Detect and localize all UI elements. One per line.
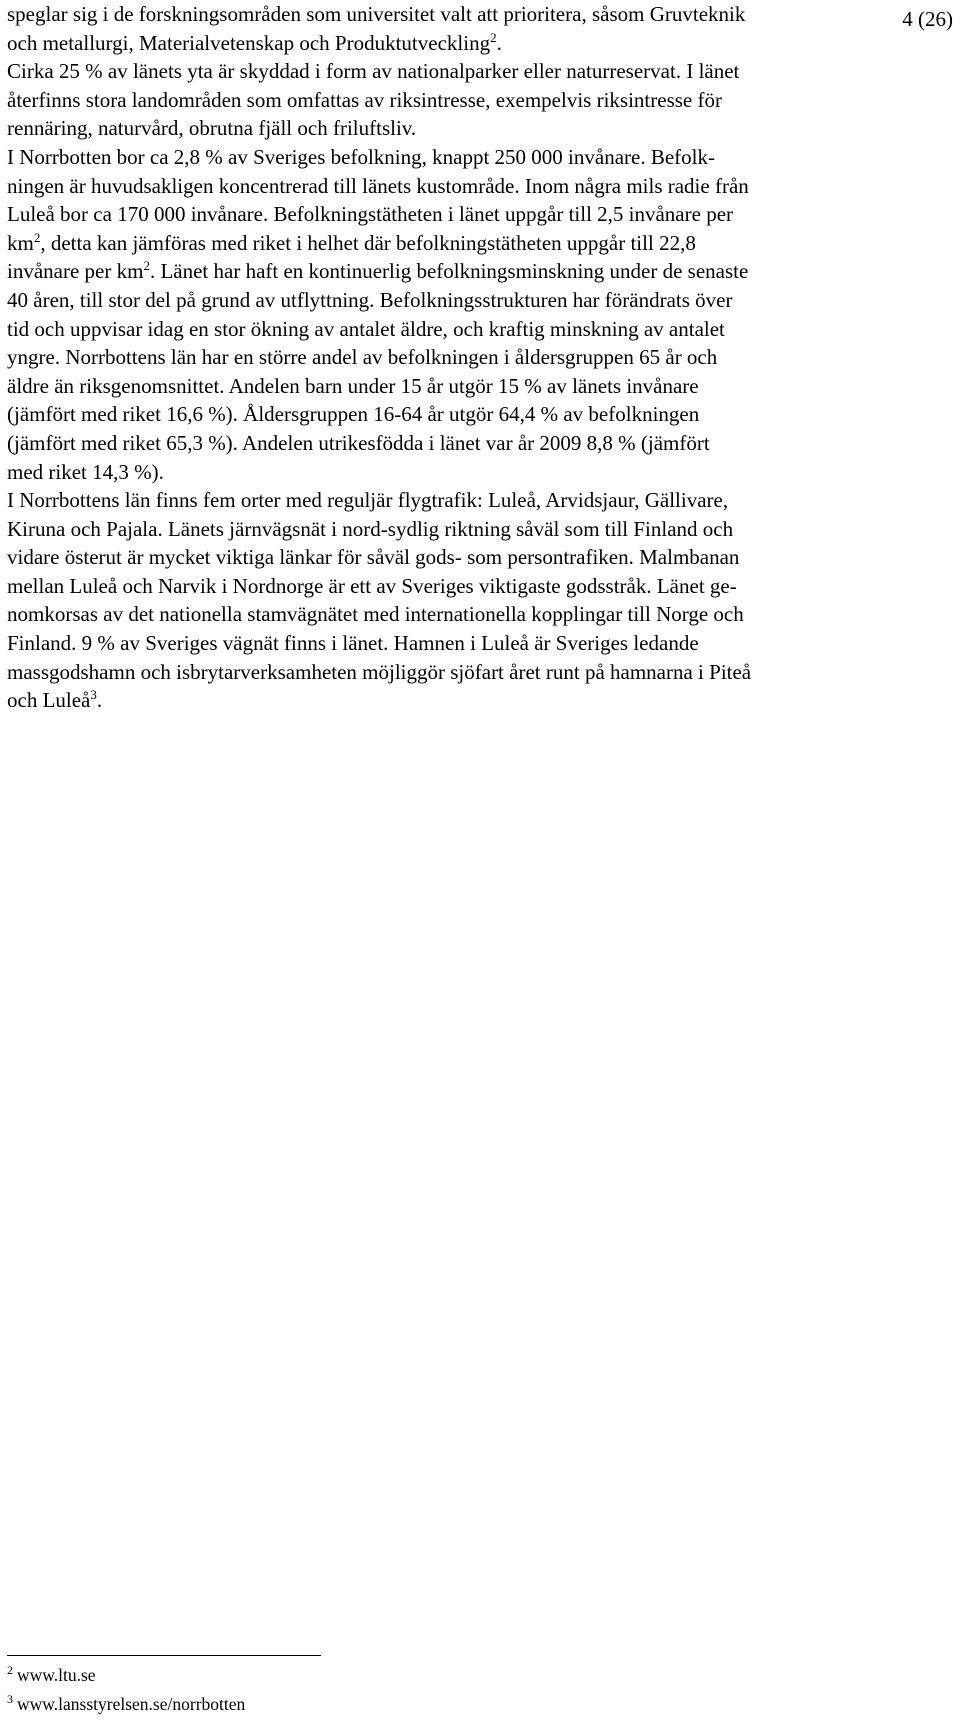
text-line: Cirka 25 % av länets yta är skyddad i form av nationalparker eller naturreservat. I länet <box>7 59 740 84</box>
page-number: 4 (26) <box>902 7 953 31</box>
text-line: Finland. 9 % av Sveriges vägnät finns i länet. Hamnen i Luleå är Sveriges ledande <box>7 631 699 656</box>
text-line: nomkorsas av det nationella stamvägnätet med internationella kopplingar till Norge och <box>7 602 744 627</box>
paragraph-transport <box>7 486 947 715</box>
text-line: invånare per $km^2$. Länet har haft en kontinuerlig befolkningsminskning under de senaste <box>7 258 749 284</box>
exponent: 2 <box>143 258 150 274</box>
text-line: tid och uppvisar idag en stor ökning av antalet äldre, och kraftig minskning av antalet <box>7 316 725 341</box>
footnote-separator <box>7 1655 321 1656</box>
footnote-link[interactable]: www.lansstyrelsen.se/norrbotten <box>17 1694 246 1714</box>
footnote-link[interactable]: www.ltu.se <box>17 1665 96 1685</box>
footnote-reference: 3 <box>90 687 97 703</box>
text-line: $km^2$, detta kan jämföras med riket i helhet där befolkningstätheten uppgår till 22,8 <box>7 229 696 255</box>
text-line: och Luleå$^3$. <box>7 687 103 713</box>
text-line: ningen är huvudsakligen koncentrerad till länets kustområde. Inom några mils radie från <box>7 173 749 198</box>
text-line: rennäring, naturvård, obrutna fjäll och friluftsliv. <box>7 116 417 141</box>
text-line: Luleå bor ca 170 000 invånare. Befolkningstätheten i länet uppgår till 2,5 invånare per <box>7 202 734 227</box>
text-line: Kiruna och Pajala. Länets järnvägsnät i nord-sydlig riktning såväl som till Finland och <box>7 516 734 541</box>
footnote-marker: 3 <box>7 1692 13 1707</box>
text-line: (jämfört med riket 65,3 %). Andelen utrikesfödda i länet var år 2009 8,8 % (jämfört <box>7 430 710 455</box>
text-line: äldre än riksgenomsnittet. Andelen barn under 15 år utgör 15 % av länets invånare <box>7 373 699 398</box>
text-line: och metallurgi, Materialvetenskap och Produktutveckling$^2$. <box>7 29 502 55</box>
text-line: massgodshamn och isbrytarverksamheten möjliggör sjöfart året runt på hamnarna i Piteå <box>7 659 752 684</box>
text-line: yngre. Norrbottens län har en större andel av befolkningen i åldersgruppen 65 år och <box>7 345 718 370</box>
text-line: med riket 14,3 %). <box>7 459 164 484</box>
footnote-reference: 2 <box>490 29 497 45</box>
text-line: återfinns stora landområden som omfattas av riksintresse, exempelvis riksintresse för <box>7 87 722 112</box>
document-body <box>7 0 947 715</box>
footnote-marker: 2 <box>7 1663 13 1678</box>
text-line: I Norrbottens län finns fem orter med reguljär flygtrafik: Luleå, Arvidsjaur, Gällivare, <box>7 488 729 513</box>
footnote-item <box>7 1690 245 1719</box>
footnote-item <box>7 1661 245 1690</box>
text-line: I Norrbotten bor ca 2,8 % av Sveriges befolkning, knappt 250 000 invånare. Befolk- <box>7 144 715 169</box>
text-line: vidare österut är mycket viktiga länkar för såväl gods- som persontrafiken. Malmbanan <box>7 545 740 570</box>
text-line: 40 åren, till stor del på grund av utflyttning. Befolkningsstrukturen har förändrats över <box>7 287 733 312</box>
text-line: speglar sig i de forskningsområden som universitet valt att prioritera, såsom Gruvteknik <box>7 2 746 26</box>
exponent: 2 <box>33 229 41 245</box>
text-line: mellan Luleå och Narvik i Nordnorge är ett av Sveriges viktigaste godsstråk. Länet ge- <box>7 573 737 598</box>
footnotes <box>7 1661 245 1719</box>
paragraph-protected-areas <box>7 57 947 143</box>
paragraph-research-areas <box>7 0 947 57</box>
paragraph-population <box>7 143 947 486</box>
text-line: (jämfört med riket 16,6 %). Åldersgruppen 16-64 år utgör 64,4 % av befolkningen <box>7 402 700 427</box>
